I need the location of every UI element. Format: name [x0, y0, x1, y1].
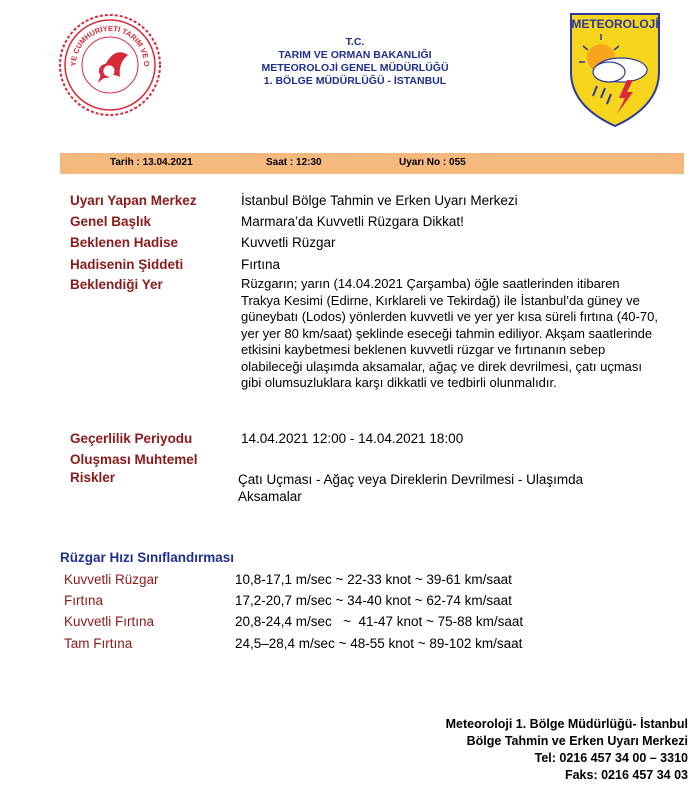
- headline-label: Genel Başlık: [70, 214, 152, 229]
- location-description: Rüzgarın; yarın (14.04.2021 Çarşamba) öğle saatlerinden itibaren Trakya Kesimi (Edirne, Kırklareli ve Tekirdağ) ile İstanbul’da güney ve güneybatı (Lodos) yönlerden kuvvetli ve yer yer kısa süreli fırtına (40-70, yer yer 80 km/saat) şeklinde eseceği tahmin ediliyor. Akşam saatlerinde etkisini kaybetmesi beklenen kuvvetli rüzgar ve fırtınanın sebep olabileceği ulaşımda aksamalar, ağaç ve direk devrilmesi, çatı uçması gibi olumsuzluklara karşı dikkatli ve tedbirli olunmalıdır.: [241, 276, 658, 390]
- footer-office: Meteoroloji 1. Bölge Müdürlüğü- İstanbul: [445, 717, 688, 731]
- event-label: Beklenen Hadise: [70, 235, 179, 250]
- wind-row-name: Kuvvetli Rüzgar: [64, 572, 159, 587]
- header-directorate: METEOROLOJİ GENEL MÜDÜRLÜĞÜ: [261, 62, 449, 74]
- meteoroloji-logo: [567, 10, 663, 128]
- header-region: 1. BÖLGE MÜDÜRLÜĞÜ - İSTANBUL: [263, 75, 447, 87]
- header-tc: T.C.: [345, 36, 365, 48]
- wind-classification-title: Rüzgar Hızı Sınıflandırması: [60, 550, 235, 565]
- header-ministry: TARIM VE ORMAN BAKANLIĞI: [278, 49, 432, 61]
- risks-label-line2: Riskler: [70, 470, 116, 485]
- footer-fax: Faks: 0216 457 34 03: [564, 768, 688, 782]
- wind-row-name: Kuvvetli Fırtına: [64, 614, 155, 629]
- warning-time: Saat : 12:30: [266, 157, 322, 168]
- wind-row-value: 10,8-17,1 m/sec ~ 22-33 knot ~ 39-61 km/saat: [235, 572, 512, 587]
- center-label: Uyarı Yapan Merkez: [70, 193, 197, 208]
- severity-label: Hadisenin Şiddeti: [70, 257, 184, 272]
- svg-text:METEOROLOJİ: METEOROLOJİ: [571, 17, 659, 31]
- wind-row-name: Tam Fırtına: [64, 636, 133, 651]
- wind-row-value: 20,8-24,4 m/sec ~ 41-47 knot ~ 75-88 km/saat: [235, 614, 524, 629]
- footer-center: Bölge Tahmin ve Erken Uyarı Merkezi: [466, 734, 688, 748]
- severity-value: Fırtına: [241, 257, 281, 272]
- warning-info-band: [60, 153, 684, 174]
- validity-label: Geçerlilik Periyodu: [70, 431, 193, 446]
- warning-date: Tarih : 13.04.2021: [110, 157, 193, 168]
- risks-value: Çatı Uçması - Ağaç veya Direklerin Devrilmesi - Ulaşımda Aksamalar: [238, 472, 584, 504]
- wind-row-name: Fırtına: [64, 593, 104, 608]
- ministry-seal-logo: [58, 13, 162, 117]
- center-value: İstanbul Bölge Tahmin ve Erken Uyarı Merkezi: [241, 193, 518, 208]
- validity-value: 14.04.2021 12:00 - 14.04.2021 18:00: [241, 431, 464, 446]
- warning-number: Uyarı No : 055: [399, 157, 466, 168]
- risks-label-line1: Oluşması Muhtemel: [70, 452, 198, 467]
- headline-value: Marmara’da Kuvvetli Rüzgara Dikkat!: [241, 214, 464, 229]
- footer-phone: Tel: 0216 457 34 00 – 3310: [534, 751, 688, 765]
- event-value: Kuvvetli Rüzgar: [241, 235, 336, 250]
- location-label: Beklendiği Yer: [70, 277, 163, 292]
- wind-row-value: 17,2-20,7 m/sec ~ 34-40 knot ~ 62-74 km/saat: [235, 593, 512, 608]
- wind-row-value: 24,5–28,4 m/sec ~ 48-55 knot ~ 89-102 km/saat: [235, 636, 523, 651]
- svg-text:TÜRKİYE CUMHURİYETİ TARIM VE O: YE CUMHURİYETİ TARIM VE O: [68, 23, 152, 67]
